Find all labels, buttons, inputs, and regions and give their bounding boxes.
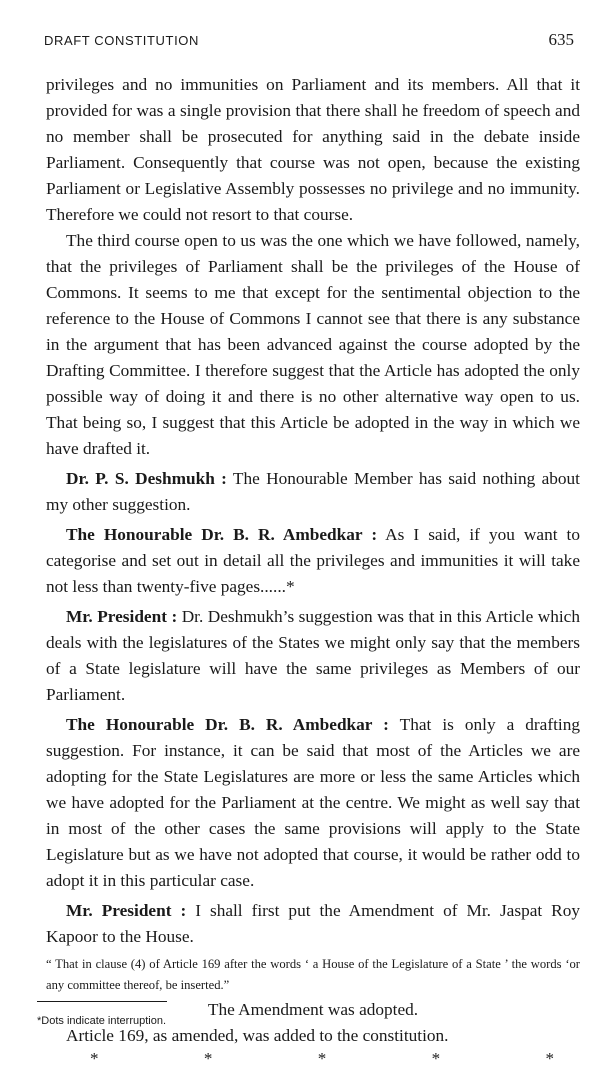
speaker-name: Dr. P. S. Deshmukh :: [66, 469, 227, 488]
amendment-quote: “ That in clause (4) of Article 169 after the words ‘ a House of the Legislature of a State ’ the words ‘or any committee thereof, be inserted.”: [46, 957, 580, 992]
speech-text: As I said, if you want to categorise and set out in detail all the privileges and immunities it will take not less than twenty-five pages......*: [46, 525, 581, 596]
speech-deshmukh: [46, 466, 580, 518]
speech-ambedkar-1: [46, 522, 580, 600]
asterisk: *: [545, 1049, 554, 1068]
speaker-name: The Honourable Dr. B. R. Ambedkar :: [66, 715, 389, 734]
page-number: 635: [548, 30, 574, 49]
body-text: [46, 72, 580, 1069]
speech-ambedkar-2: [46, 712, 580, 894]
paragraph-continuation: privileges and no immunities on Parliament and its members. All that it provided for was a single provision that there shall he freedom of speech and no member shall be prosecuted for anything said in the debate inside Parliament. Consequently that course was not open, because the existing Parliament or Legislative Assembly possesses no privilege and no immunity. Therefore we could not resort to that course.: [46, 75, 580, 224]
paragraph-third-course: The third course open to us was the one which we have followed, namely, that the privileges of Parliament shall be the privileges of the House of Commons. It seems to me that except for the sentimental objection to the reference to the House of Commons I cannot see that there is any substance in the argument that has been advanced against the course adopted by the Drafting Committee. I therefore suggest that the Article has adopted the only possible way of doing it and there is no other alternative way open to us. That being so, I suggest that this Article be adopted in the way in which we have drafted it.: [46, 231, 580, 458]
footnote-rule: [37, 1001, 167, 1002]
article-added-line: Article 169, as amended, was added to the constitution.: [66, 1026, 449, 1045]
speaker-name: Mr. President :: [66, 607, 178, 626]
speech-text: The Honourable Member has said nothing about my other suggestion.: [46, 469, 580, 514]
running-header: [44, 30, 574, 53]
speech-text: That is only a drafting suggestion. For instance, it can be said that most of the Articles we are adopting for the State Legislatures are more or less the same Articles which we have adopted for the Parliament at the centre. We might as well say that in most of the other cases the same provisions will apply to the State Legislature but as we have not adopted that course, it would be rather odd to adopt it in this particular case.: [46, 715, 580, 890]
speaker-name: The Honourable Dr. B. R. Ambedkar :: [66, 525, 378, 544]
footnote: *Dots indicate interruption.: [37, 1015, 167, 1027]
speech-president-1: [46, 604, 580, 708]
speech-text: I shall first put the Amendment of Mr. Jaspat Roy Kapoor to the House.: [46, 901, 580, 946]
asterisk-separator: [46, 1049, 580, 1069]
speaker-name: Mr. President :: [66, 901, 187, 920]
asterisk: *: [431, 1049, 441, 1068]
speech-president-2: [46, 898, 580, 950]
asterisk: *: [90, 1049, 99, 1068]
speech-text: Dr. Deshmukh’s suggestion was that in this Article which deals with the legislatures of the States we might only say that the members of a State legislature will have the same privileges as Members of our Parliament.: [46, 607, 580, 704]
asterisk: *: [203, 1049, 213, 1068]
running-title: DRAFT CONSTITUTION: [44, 33, 199, 48]
amendment-adopted-line: The Amendment was adopted.: [207, 1000, 419, 1019]
asterisk: *: [317, 1049, 327, 1068]
